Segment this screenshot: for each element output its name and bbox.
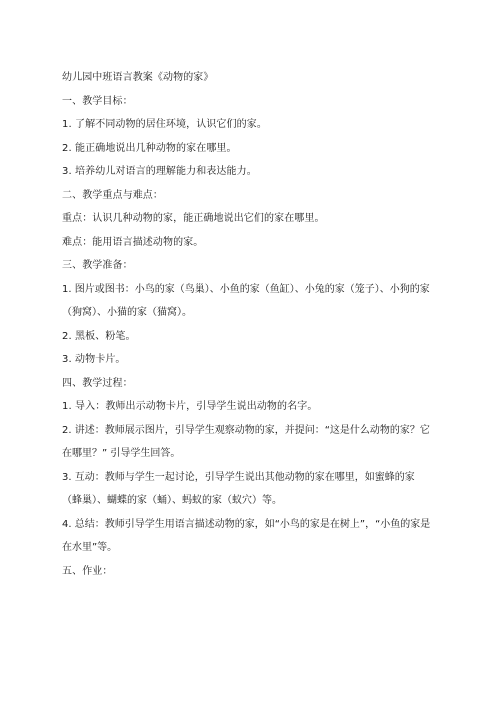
paragraph: 1. 图片或图书：小鸟的家（鸟巢）、小鱼的家（鱼缸）、小兔的家（笼子）、小狗的家（狗窝）、小猫的家（猫窝）。 [62, 283, 430, 318]
section-heading: 一、教学目标： [62, 95, 133, 107]
paragraph: 3. 动物卡片。 [62, 354, 126, 365]
section-heading: 五、作业： [62, 565, 113, 577]
paragraph: 1. 导入：教师出示动物卡片，引导学生说出动物的名字。 [62, 401, 318, 412]
paragraph: 2. 黑板、粉笔。 [62, 330, 136, 342]
paragraph: 3. 培养幼儿对语言的理解能力和表达能力。 [62, 166, 257, 177]
section-heading: 四、教学过程： [62, 377, 133, 389]
section-heading: 三、教学准备： [62, 260, 133, 271]
paragraph: 4. 总结：教师引导学生用语言描述动物的家，如“小鸟的家是在树上”，“小鱼的家是在水里”等。 [62, 518, 431, 553]
document-body [62, 66, 442, 583]
paragraph: 难点：能用语言描述动物的家。 [62, 236, 204, 248]
paragraph: 2. 讲述：教师展示图片，引导学生观察动物的家，并提问：“这是什么动物的家？它在哪里？” 引导学生回答。 [62, 424, 430, 459]
section-heading: 二、教学重点与难点： [62, 189, 163, 201]
paragraph: 重点：认识几种动物的家，能正确地说出它们的家在哪里。 [62, 213, 325, 224]
paragraph: 3. 互动：教师与学生一起讨论，引导学生说出其他动物的家在哪里，如蜜蜂的家（蜂巢）、蝴蝶的家（蛹）、蚂蚁的家（蚁穴）等。 [62, 471, 415, 506]
paragraph: 2. 能正确地说出几种动物的家在哪里。 [62, 142, 237, 154]
document-title: 幼儿园中班语言教案《动物的家》 [62, 72, 214, 83]
paragraph: 1. 了解不同动物的居住环境，认识它们的家。 [62, 119, 267, 130]
